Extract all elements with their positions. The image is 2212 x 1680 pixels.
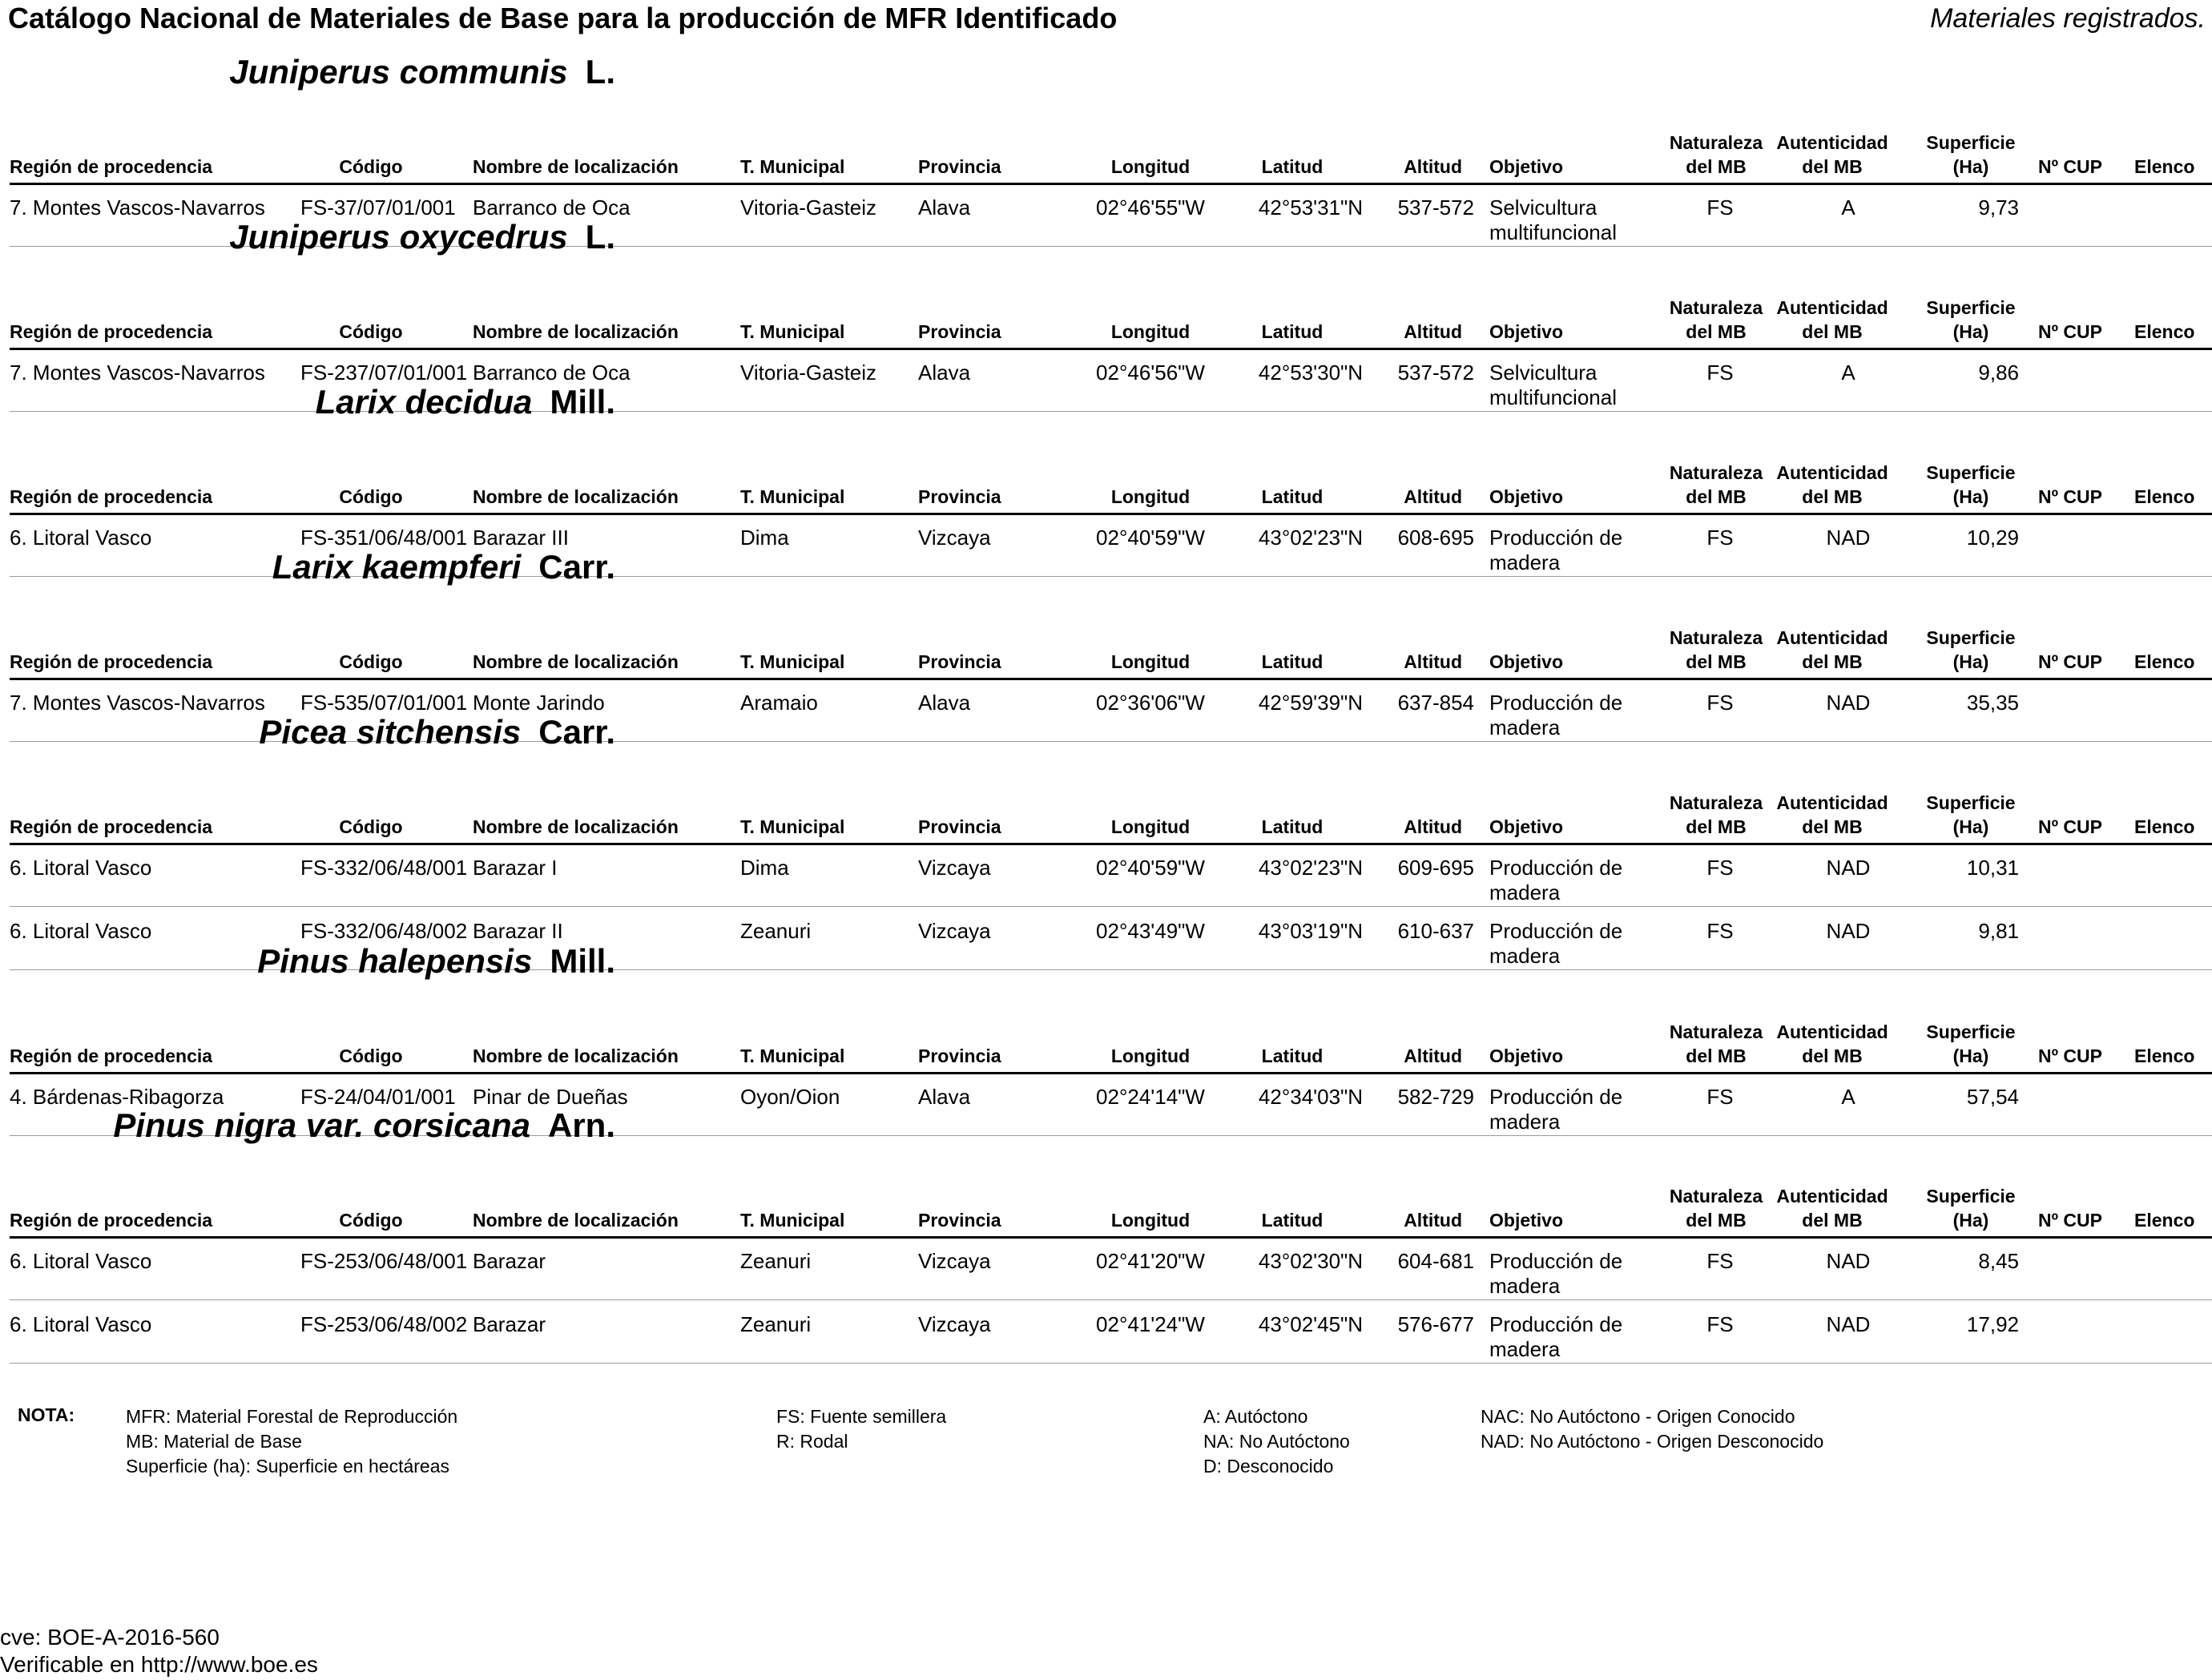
cell-altitud: 576-677: [1397, 1312, 1474, 1336]
cell-longitud: 02°43'49"W: [1096, 919, 1205, 943]
header-nombre: Nombre de localización: [473, 1210, 679, 1231]
cell-codigo: FS-535/07/01/001: [300, 691, 468, 715]
cell-autenticidad: NAD: [1826, 856, 1871, 880]
header-cup: Nº CUP: [2038, 816, 2102, 837]
header-superficie-line1: Superficie: [1926, 627, 2016, 648]
header-municipal: T. Municipal: [740, 651, 845, 672]
nota-item: A: Autóctono: [1203, 1406, 1308, 1427]
header-altitud: Altitud: [1404, 816, 1462, 837]
cell-objetivo: Selvicultura multifuncional: [1489, 195, 1617, 244]
cell-altitud: 609-695: [1397, 856, 1474, 880]
cell-latitud: 42°53'31"N: [1258, 195, 1364, 220]
species-heading: [229, 218, 615, 256]
cell-region: 6. Litoral Vasco: [10, 526, 152, 550]
header-altitud: Altitud: [1404, 156, 1462, 177]
cell-provincia: Alava: [918, 361, 971, 385]
cell-provincia: Vizcaya: [918, 526, 991, 550]
header-codigo: Código: [339, 651, 403, 672]
cell-municipal: Dima: [740, 856, 789, 880]
cell-nombre: Barranco de Oca: [473, 361, 631, 385]
species-author: L.: [585, 53, 615, 91]
header-region: Región de procedencia: [10, 156, 213, 177]
species-name: Pinus nigra var. corsicana: [113, 1106, 530, 1144]
species-heading: [272, 548, 615, 586]
header-elenco: Elenco: [2134, 1210, 2195, 1231]
header-latitud: Latitud: [1261, 486, 1324, 507]
cell-provincia: Alava: [918, 195, 971, 220]
header-naturaleza-line1: Naturaleza: [1669, 462, 1763, 483]
table-row: [0, 1301, 2212, 1364]
row-rule: [10, 1299, 2212, 1300]
footer-cve: cve: BOE-A-2016-560: [0, 1625, 220, 1650]
header-altitud: Altitud: [1404, 1045, 1462, 1066]
cell-naturaleza: FS: [1706, 919, 1734, 943]
species-heading: [257, 942, 615, 981]
cell-region: 6. Litoral Vasco: [10, 1249, 152, 1273]
cell-codigo: FS-37/07/01/001: [300, 195, 456, 220]
header-provincia: Provincia: [918, 816, 1001, 837]
cell-nombre: Pinar de Dueñas: [473, 1085, 628, 1109]
cell-naturaleza: FS: [1706, 1085, 1734, 1109]
header-latitud: Latitud: [1261, 651, 1324, 672]
header-codigo: Código: [339, 321, 403, 342]
header-longitud: Longitud: [1110, 1210, 1191, 1231]
header-provincia: Provincia: [918, 1045, 1001, 1066]
cell-codigo: FS-237/07/01/001: [300, 361, 468, 385]
header-altitud: Altitud: [1404, 321, 1462, 342]
header-region: Región de procedencia: [10, 816, 213, 837]
header-nombre: Nombre de localización: [473, 1045, 679, 1066]
species-name: Pinus halepensis: [257, 942, 533, 980]
cell-latitud: 42°53'30"N: [1258, 361, 1364, 385]
header-naturaleza-line1: Naturaleza: [1669, 627, 1763, 648]
cell-longitud: 02°24'14"W: [1096, 1085, 1205, 1109]
table-row: [0, 1238, 2212, 1300]
header-altitud: Altitud: [1404, 1210, 1462, 1231]
header-objetivo: Objetivo: [1489, 816, 1564, 837]
header-municipal: T. Municipal: [740, 1045, 845, 1066]
document-title: Catálogo Nacional de Materiales de Base para la producción de MFR Identificado: [8, 2, 1118, 34]
cell-altitud: 537-572: [1397, 195, 1474, 220]
nota-item: FS: Fuente semillera: [776, 1406, 947, 1427]
header-municipal: T. Municipal: [740, 156, 845, 177]
header-provincia: Provincia: [918, 486, 1001, 507]
cell-nombre: Barazar III: [473, 526, 569, 550]
species-heading: [316, 383, 615, 421]
header-cup: Nº CUP: [2038, 156, 2102, 177]
cell-nombre: Barranco de Oca: [473, 195, 631, 220]
nota-item: MB: Material de Base: [126, 1431, 302, 1452]
cell-objetivo: Producción de madera: [1489, 919, 1623, 968]
header-longitud: Longitud: [1110, 156, 1191, 177]
cell-region: 6. Litoral Vasco: [10, 1312, 152, 1336]
header-provincia: Provincia: [918, 321, 1001, 342]
table-row: [0, 844, 2212, 907]
header-cup: Nº CUP: [2038, 1210, 2102, 1231]
nota-col-3: [1203, 1404, 1350, 1479]
header-elenco: Elenco: [2134, 486, 2195, 507]
header-superficie-line1: Superficie: [1926, 792, 2016, 813]
header-provincia: Provincia: [918, 156, 1001, 177]
cell-nombre: Barazar I: [473, 856, 558, 880]
cell-longitud: 02°46'55"W: [1096, 195, 1205, 220]
row-rule: [10, 906, 2212, 907]
header-naturaleza-line1: Naturaleza: [1669, 792, 1763, 813]
species-heading: [113, 1106, 615, 1145]
header-municipal: T. Municipal: [740, 486, 845, 507]
header-autenticidad-line2: del MB: [1802, 321, 1863, 342]
cell-altitud: 608-695: [1397, 526, 1474, 550]
cell-superficie: 35,35: [1966, 691, 2019, 715]
header-autenticidad-line2: del MB: [1802, 156, 1863, 177]
header-naturaleza-line2: del MB: [1686, 651, 1747, 672]
cell-autenticidad: A: [1841, 195, 1855, 220]
header-naturaleza-line2: del MB: [1686, 486, 1747, 507]
cell-autenticidad: NAD: [1826, 691, 1871, 715]
header-superficie-line1: Superficie: [1926, 132, 2016, 153]
cell-objetivo: Producción de madera: [1489, 1312, 1623, 1361]
cell-altitud: 582-729: [1397, 1085, 1474, 1109]
header-altitud: Altitud: [1404, 486, 1462, 507]
species-author: Carr.: [538, 713, 615, 751]
header-codigo: Código: [339, 486, 403, 507]
cell-autenticidad: A: [1841, 1085, 1855, 1109]
cell-altitud: 610-637: [1397, 919, 1474, 943]
species-name: Larix kaempferi: [272, 548, 522, 586]
cell-naturaleza: FS: [1706, 195, 1734, 220]
cell-longitud: 02°41'20"W: [1096, 1249, 1205, 1273]
nota-label: NOTA:: [18, 1404, 75, 1425]
header-superficie-line2: (Ha): [1952, 486, 1989, 507]
header-municipal: T. Municipal: [740, 816, 845, 837]
cell-autenticidad: NAD: [1826, 526, 1871, 550]
header-provincia: Provincia: [918, 651, 1001, 672]
cell-municipal: Dima: [740, 526, 789, 550]
header-elenco: Elenco: [2134, 156, 2195, 177]
cell-autenticidad: NAD: [1826, 1312, 1871, 1336]
header-autenticidad-line1: Autenticidad: [1776, 1186, 1888, 1207]
header-longitud: Longitud: [1110, 1045, 1191, 1066]
header-latitud: Latitud: [1261, 321, 1324, 342]
cell-municipal: Zeanuri: [740, 1249, 812, 1273]
header-superficie-line2: (Ha): [1952, 321, 1989, 342]
header-autenticidad-line2: del MB: [1802, 486, 1863, 507]
cell-provincia: Vizcaya: [918, 856, 991, 880]
header-superficie-line2: (Ha): [1952, 816, 1989, 837]
cell-naturaleza: FS: [1706, 526, 1734, 550]
header-naturaleza-line2: del MB: [1686, 1210, 1747, 1231]
header-region: Región de procedencia: [10, 486, 213, 507]
cell-superficie: 10,29: [1966, 526, 2019, 550]
header-altitud: Altitud: [1404, 651, 1462, 672]
header-objetivo: Objetivo: [1489, 321, 1564, 342]
header-autenticidad-line1: Autenticidad: [1776, 627, 1888, 648]
cell-latitud: 43°02'30"N: [1258, 1249, 1364, 1273]
header-nombre: Nombre de localización: [473, 486, 679, 507]
cell-region: 7. Montes Vascos-Navarros: [10, 195, 265, 220]
header-naturaleza-line1: Naturaleza: [1669, 297, 1763, 318]
cell-codigo: FS-332/06/48/001: [300, 856, 468, 880]
header-elenco: Elenco: [2134, 651, 2195, 672]
cell-longitud: 02°40'59"W: [1096, 526, 1205, 550]
cell-region: 6. Litoral Vasco: [10, 856, 152, 880]
cell-autenticidad: NAD: [1826, 919, 1871, 943]
header-superficie-line2: (Ha): [1952, 1045, 1989, 1066]
cell-objetivo: Selvicultura multifuncional: [1489, 361, 1617, 409]
cell-latitud: 42°59'39"N: [1258, 691, 1364, 715]
cell-provincia: Alava: [918, 1085, 971, 1109]
cell-superficie: 9,73: [1978, 195, 2019, 220]
header-cup: Nº CUP: [2038, 321, 2102, 342]
header-naturaleza-line2: del MB: [1686, 321, 1747, 342]
header-municipal: T. Municipal: [740, 1210, 845, 1231]
header-autenticidad-line1: Autenticidad: [1776, 792, 1888, 813]
nota-col-4: [1481, 1404, 1823, 1454]
header-codigo: Código: [339, 816, 403, 837]
cell-nombre: Barazar: [473, 1312, 546, 1336]
nota-item: R: Rodal: [776, 1431, 848, 1452]
header-longitud: Longitud: [1110, 321, 1191, 342]
nota-item: NA: No Autóctono: [1203, 1431, 1350, 1452]
cell-nombre: Barazar: [473, 1249, 546, 1273]
header-superficie-line1: Superficie: [1926, 1186, 2016, 1207]
header-latitud: Latitud: [1261, 156, 1324, 177]
cell-codigo: FS-332/06/48/002: [300, 919, 468, 943]
header-autenticidad-line2: del MB: [1802, 1045, 1863, 1066]
header-objetivo: Objetivo: [1489, 651, 1564, 672]
header-region: Región de procedencia: [10, 1210, 213, 1231]
cell-naturaleza: FS: [1706, 361, 1734, 385]
species-heading: [259, 713, 615, 751]
header-region: Región de procedencia: [10, 651, 213, 672]
cell-latitud: 43°03'19"N: [1258, 919, 1364, 943]
cell-naturaleza: FS: [1706, 1249, 1734, 1273]
cell-altitud: 637-854: [1397, 691, 1474, 715]
cell-region: 7. Montes Vascos-Navarros: [10, 691, 265, 715]
cell-municipal: Vitoria-Gasteiz: [740, 361, 877, 385]
cell-superficie: 9,86: [1978, 361, 2019, 385]
species-section: [0, 1106, 2212, 1368]
header-codigo: Código: [339, 156, 403, 177]
header-region: Región de procedencia: [10, 1045, 213, 1066]
cell-municipal: Aramaio: [740, 691, 818, 715]
footer-verificable: Verificable en http://www.boe.es: [0, 1652, 318, 1677]
cell-autenticidad: A: [1841, 361, 1855, 385]
header-longitud: Longitud: [1110, 486, 1191, 507]
header-elenco: Elenco: [2134, 321, 2195, 342]
header-nombre: Nombre de localización: [473, 156, 679, 177]
cell-objetivo: Producción de madera: [1489, 1249, 1623, 1298]
cell-naturaleza: FS: [1706, 856, 1734, 880]
cell-superficie: 17,92: [1966, 1312, 2019, 1336]
cell-autenticidad: NAD: [1826, 1249, 1871, 1273]
cell-altitud: 537-572: [1397, 361, 1474, 385]
header-objetivo: Objetivo: [1489, 1045, 1564, 1066]
header-superficie-line2: (Ha): [1952, 651, 1989, 672]
header-naturaleza-line2: del MB: [1686, 156, 1747, 177]
header-nombre: Nombre de localización: [473, 816, 679, 837]
header-autenticidad-line1: Autenticidad: [1776, 132, 1888, 153]
cell-municipal: Vitoria-Gasteiz: [740, 195, 877, 220]
cell-objetivo: Producción de madera: [1489, 856, 1623, 904]
cell-provincia: Vizcaya: [918, 919, 991, 943]
cell-longitud: 02°46'56"W: [1096, 361, 1205, 385]
header-naturaleza-line1: Naturaleza: [1669, 132, 1763, 153]
header-provincia: Provincia: [918, 1210, 1001, 1231]
document-subtitle: Materiales registrados.: [1930, 3, 2206, 34]
cell-municipal: Zeanuri: [740, 1312, 812, 1336]
header-elenco: Elenco: [2134, 1045, 2195, 1066]
header-naturaleza-line1: Naturaleza: [1669, 1186, 1763, 1207]
header-cup: Nº CUP: [2038, 1045, 2102, 1066]
header-longitud: Longitud: [1110, 816, 1191, 837]
nota-item: MFR: Material Forestal de Reproducción: [126, 1406, 458, 1427]
cell-superficie: 8,45: [1978, 1249, 2019, 1273]
species-name: Larix decidua: [315, 383, 533, 421]
species-author: Mill.: [550, 383, 615, 421]
cell-codigo: FS-24/04/01/001: [300, 1085, 456, 1109]
header-codigo: Código: [339, 1210, 403, 1231]
header-latitud: Latitud: [1261, 816, 1324, 837]
species-name: Juniperus oxycedrus: [229, 218, 568, 256]
header-elenco: Elenco: [2134, 816, 2195, 837]
cell-latitud: 43°02'23"N: [1258, 526, 1364, 550]
species-author: L.: [585, 218, 615, 256]
species-author: Mill.: [550, 942, 615, 980]
cell-codigo: FS-253/06/48/001: [300, 1249, 468, 1273]
header-superficie-line1: Superficie: [1926, 462, 2016, 483]
header-nombre: Nombre de localización: [473, 321, 679, 342]
header-superficie-line1: Superficie: [1926, 1021, 2016, 1042]
header-superficie-line1: Superficie: [1926, 297, 2016, 318]
header-latitud: Latitud: [1261, 1210, 1324, 1231]
cell-objetivo: Producción de madera: [1489, 526, 1623, 574]
cell-provincia: Alava: [918, 691, 971, 715]
cell-altitud: 604-681: [1397, 1249, 1474, 1273]
cell-longitud: 02°36'06"W: [1096, 691, 1205, 715]
cell-municipal: Oyon/Oion: [740, 1085, 840, 1109]
header-cup: Nº CUP: [2038, 486, 2102, 507]
header-nombre: Nombre de localización: [473, 651, 679, 672]
header-municipal: T. Municipal: [740, 321, 845, 342]
cell-superficie: 57,54: [1966, 1085, 2019, 1109]
nota-item: NAC: No Autóctono - Origen Conocido: [1481, 1406, 1795, 1427]
cell-nombre: Monte Jarindo: [473, 691, 605, 715]
nota-item: Superficie (ha): Superficie en hectáreas: [126, 1456, 449, 1477]
header-autenticidad-line1: Autenticidad: [1776, 1021, 1888, 1042]
header-naturaleza-line2: del MB: [1686, 1045, 1747, 1066]
header-naturaleza-line1: Naturaleza: [1669, 1021, 1763, 1042]
nota-col-2: [776, 1404, 946, 1454]
header-autenticidad-line1: Autenticidad: [1776, 462, 1888, 483]
cell-objetivo: Producción de madera: [1489, 691, 1623, 739]
cell-nombre: Barazar II: [473, 919, 563, 943]
species-name: Juniperus communis: [229, 53, 568, 91]
nota-item: NAD: No Autóctono - Origen Desconocido: [1481, 1431, 1824, 1452]
cell-superficie: 10,31: [1966, 856, 2019, 880]
species-name: Picea sitchensis: [259, 713, 522, 751]
header-superficie-line2: (Ha): [1952, 156, 1989, 177]
nota-col-1: [126, 1404, 457, 1479]
cell-latitud: 43°02'45"N: [1258, 1312, 1364, 1336]
cell-municipal: Zeanuri: [740, 919, 812, 943]
nota-item: D: Desconocido: [1203, 1456, 1334, 1477]
cell-region: 7. Montes Vascos-Navarros: [10, 361, 265, 385]
cell-region: 6. Litoral Vasco: [10, 919, 152, 943]
species-section: [0, 713, 2212, 974]
cell-region: 4. Bárdenas-Ribagorza: [10, 1085, 224, 1109]
species-heading: [229, 53, 615, 91]
header-autenticidad-line2: del MB: [1802, 816, 1863, 837]
header-cup: Nº CUP: [2038, 651, 2102, 672]
header-autenticidad-line1: Autenticidad: [1776, 297, 1888, 318]
header-objetivo: Objetivo: [1489, 486, 1564, 507]
cell-codigo: FS-253/06/48/002: [300, 1312, 468, 1336]
header-objetivo: Objetivo: [1489, 156, 1564, 177]
header-longitud: Longitud: [1110, 651, 1191, 672]
species-author: Arn.: [548, 1106, 615, 1144]
cell-longitud: 02°41'24"W: [1096, 1312, 1205, 1336]
cell-latitud: 42°34'03"N: [1258, 1085, 1364, 1109]
cell-codigo: FS-351/06/48/001: [300, 526, 468, 550]
cell-latitud: 43°02'23"N: [1258, 856, 1364, 880]
header-codigo: Código: [339, 1045, 403, 1066]
header-region: Región de procedencia: [10, 321, 213, 342]
cell-naturaleza: FS: [1706, 1312, 1734, 1336]
header-autenticidad-line2: del MB: [1802, 1210, 1863, 1231]
cell-longitud: 02°40'59"W: [1096, 856, 1205, 880]
cell-naturaleza: FS: [1706, 691, 1734, 715]
row-rule: [10, 1363, 2212, 1364]
header-naturaleza-line2: del MB: [1686, 816, 1747, 837]
cell-objetivo: Producción de madera: [1489, 1085, 1623, 1134]
cell-provincia: Vizcaya: [918, 1249, 991, 1273]
header-latitud: Latitud: [1261, 1045, 1324, 1066]
header-autenticidad-line2: del MB: [1802, 651, 1863, 672]
cell-provincia: Vizcaya: [918, 1312, 991, 1336]
header-objetivo: Objetivo: [1489, 1210, 1564, 1231]
species-author: Carr.: [538, 548, 615, 586]
cell-superficie: 9,81: [1978, 919, 2019, 943]
header-superficie-line2: (Ha): [1952, 1210, 1989, 1231]
